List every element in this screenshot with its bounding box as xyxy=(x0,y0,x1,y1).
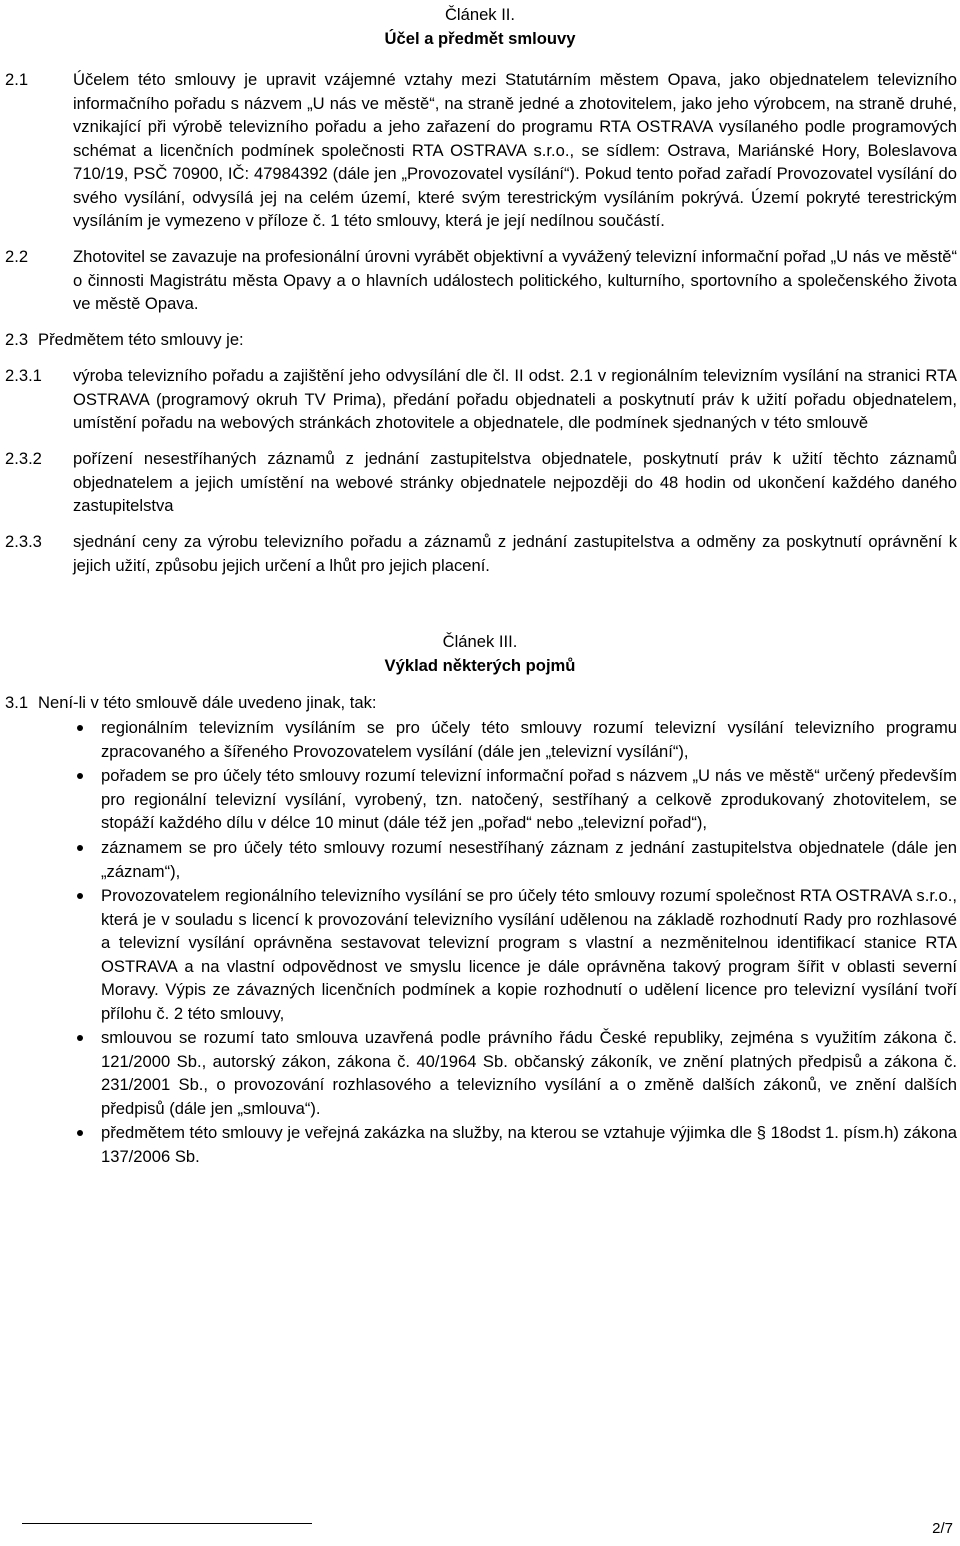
article-3-title: Článek III. xyxy=(442,632,518,651)
section-2-1-number: 2.1 xyxy=(5,70,29,89)
bullet-marker xyxy=(77,1130,83,1136)
section-2-3-number: 2.3 xyxy=(5,330,29,349)
article-2-subtitle: Účel a předmět smlouvy xyxy=(384,29,576,48)
page-number: 2/7 xyxy=(932,1520,953,1537)
bullet-item-broadcaster: Provozovatelem regionálního televizního vysílání se pro účely této smlouvy rozumí společnost RTA OSTRAVA s.r.o., která je v souladu s licencí k provozování televizního vysílání udělenou na základě rozhodnutí Rady pro rozhlasové a televizní vysílání oprávněna sestavovat televizní program s vlastní a nezměnitelnou identifikací stanice RTA OSTRAVA a na vlastní odpovědnost ve smyslu licence je dále oprávněna takový program šířit v oblasti severní Moravy. Výpis ze závazných licenčních podmínek a kopie rozhodnutí o udělení licence pro televizní vysílání tvoří přílohu č. 2 této smlouvy, xyxy=(101,886,957,1023)
section-2-3-3-number: 2.3.3 xyxy=(5,532,42,551)
section-2-1-text: Účelem této smlouvy je upravit vzájemné vztahy mezi Statutárním městem Opava, jako objednatelem televizního informačního pořadu s názvem „U nás ve městě“, na straně jedné a zhotovitelem, jako jeho výrobcem, na straně druhé, vznikající při výrobě televizního pořadu a jeho zařazení do programu RTA OSTRAVA vysílaného podle programových schémat a licenčních podmínek společnosti RTA OSTRAVA s.r.o., se sídlem: Ostrava, Mariánské Hory, Boleslavova 710/19, PSČ 70900, IČ: 47984392 (dále jen „Provozovatel vysílání“). Pokud tento pořad zařadí Provozovatel vysílání do svého vysílání, odvysílá jej na celém území, které svým terestrickým vysíláním pokrývá. Území pokryté terestrickým vysíláním je vymezeno v příloze č. 1 této smlouvy, která je její nedílnou součástí. xyxy=(73,70,957,230)
section-2-3-3-text: sjednání ceny za výrobu televizního pořadu a záznamů z jednání zastupitelstva a odměny za poskytnutí oprávnění k jejich užití, způsobu jejich určení a lhůt pro jejich placení. xyxy=(73,532,957,575)
section-2-3-2-text: pořízení nesestříhaných záznamů z jednání zastupitelstva objednatele, poskytnutí práv k užití těchto záznamů objednatelem a jejich umístění na webové stránky objednatele nejpozději do 48 hodin od ukončení každého daného zastupitelstva xyxy=(73,449,957,515)
bullet-item-program: pořadem se pro účely této smlouvy rozumí televizní informační pořad s názvem „U nás ve městě“ určený především pro regionální televizní vysílání, vyrobený, tzn. natočený, sestříhaný a celkově zprodukovaný zhotovitelem, se stopáží každého dílu v délce 10 minut (dále též jen „pořad“ nebo „televizní pořad“), xyxy=(101,766,957,832)
footer-divider xyxy=(22,1523,312,1524)
article-3-subtitle: Výklad některých pojmů xyxy=(384,656,576,675)
section-2-3-2-number: 2.3.2 xyxy=(5,449,42,468)
section-2-3-1-text: výroba televizního pořadu a zajištění jeho odvysílání dle čl. II odst. 2.1 v regionálním televizním vysílání na stranici RTA OSTRAVA (programový okruh TV Prima), předání pořadu objednateli a poskytnutí práv k užití pořadu objednatelem, umístění pořadu na webových stránkách zhotovitele a objednatele, dle podmínek sjednaných v této smlouvě xyxy=(73,366,957,432)
bullet-item-contract: smlouvou se rozumí tato smlouva uzavřená podle právního řádu České republiky, zejména s využitím zákona č. 121/2000 Sb., autorský zákon, zákona č. 40/1964 Sb. občanský zákoník, ve znění platných předpisů a zákona č. 231/2001 Sb., o provozování rozhlasového a televizního vysílání a o změně dalších zákonů, ve znění dalších předpisů (dále jen „smlouva“). xyxy=(101,1028,957,1118)
bullet-item-subject: předmětem této smlouvy je veřejná zakázka na služby, na kterou se vztahuje výjimka dle § 18odst 1. písm.h) zákona 137/2006 Sb. xyxy=(101,1123,957,1166)
section-2-3-text: Předmětem této smlouvy je: xyxy=(38,330,244,349)
article-2-title: Článek II. xyxy=(444,5,516,24)
bullet-item-recording: záznamem se pro účely této smlouvy rozumí nesestříhaný záznam z jednání zastupitelstva objednatele (dále jen „záznam“), xyxy=(101,838,957,881)
bullet-item-regional-broadcast: regionálním televizním vysíláním se pro účely této smlouvy rozumí televizní vysílání televizního programu zpracovaného a šířeného Provozovatelem vysílání (dále jen „televizní vysílání“), xyxy=(101,718,957,761)
bullet-marker xyxy=(77,725,83,731)
bullet-marker xyxy=(77,845,83,851)
section-2-2-number: 2.2 xyxy=(5,247,29,266)
bullet-marker xyxy=(77,773,83,779)
section-3-1-text: Není-li v této smlouvě dále uvedeno jinak, tak: xyxy=(38,693,377,712)
bullet-marker xyxy=(77,1035,83,1041)
section-2-2-text: Zhotovitel se zavazuje na profesionální úrovni vyrábět objektivní a vyvážený televizní informační pořad „U nás ve městě“ o činnosti Magistrátu města Opavy a o hlavních událostech politického, kulturního, sportovního a společenského života ve městě Opava. xyxy=(73,247,957,313)
section-2-3-1-number: 2.3.1 xyxy=(5,366,42,385)
section-3-1-number: 3.1 xyxy=(5,693,29,712)
bullet-marker xyxy=(77,893,83,899)
